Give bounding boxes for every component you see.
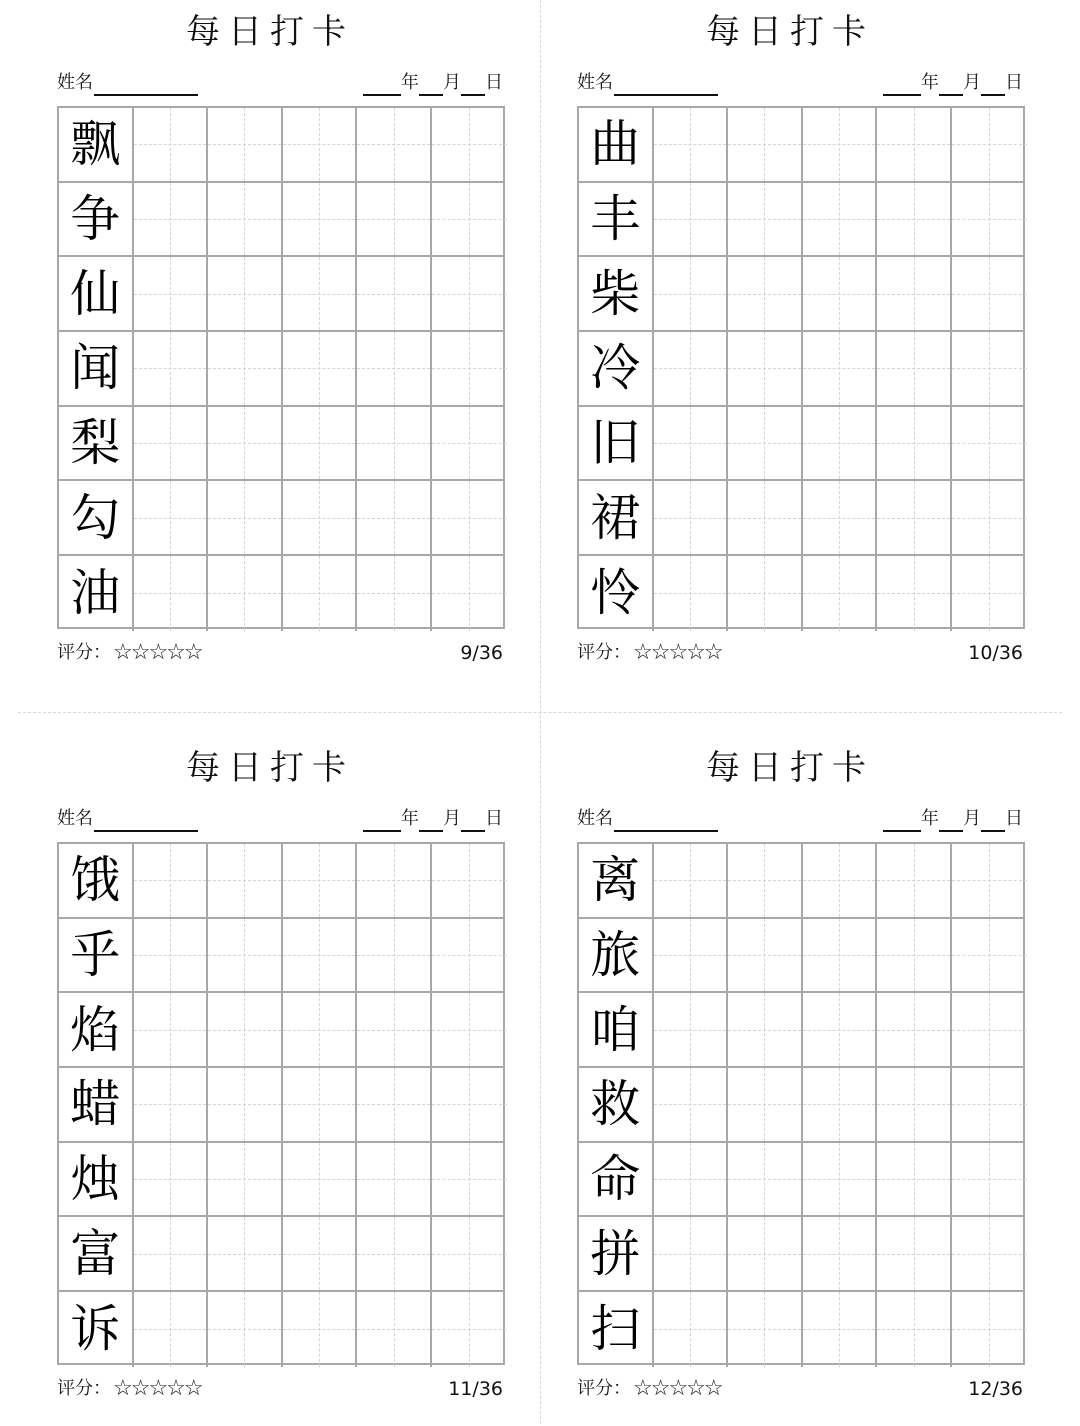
practice-cell[interactable] (952, 1217, 1027, 1290)
model-character: 怜 (590, 564, 641, 623)
practice-cell[interactable] (357, 257, 432, 330)
practice-cell[interactable] (803, 183, 878, 256)
practice-cell[interactable] (952, 257, 1027, 330)
practice-cell[interactable] (283, 993, 358, 1066)
model-character: 离 (590, 851, 641, 910)
practice-cell[interactable] (283, 556, 358, 631)
practice-cell[interactable] (208, 1292, 283, 1367)
day-blank[interactable] (981, 810, 1005, 832)
model-character-cell (59, 993, 134, 1066)
model-character: 曲 (590, 115, 641, 174)
practice-cell[interactable] (654, 844, 729, 917)
model-character: 烛 (70, 1150, 121, 1209)
grid-row (59, 1292, 503, 1367)
practice-cell[interactable] (208, 556, 283, 631)
practice-cell[interactable] (357, 1143, 432, 1216)
name-label: 姓名 (577, 72, 613, 93)
practice-cell[interactable] (803, 1143, 878, 1216)
practice-cell[interactable] (877, 844, 952, 917)
practice-cell[interactable] (134, 1143, 209, 1216)
day-label: 日 (485, 808, 503, 829)
practice-cell[interactable] (654, 1217, 729, 1290)
writing-grid (57, 842, 505, 1365)
practice-cell[interactable] (134, 257, 209, 330)
practice-cell[interactable] (803, 407, 878, 480)
name-label: 姓名 (57, 808, 93, 829)
page-number: 12/36 (968, 1378, 1023, 1400)
grid-row (59, 919, 503, 994)
grid-row (579, 1143, 1023, 1218)
practice-cell[interactable] (208, 993, 283, 1066)
practice-cell[interactable] (654, 183, 729, 256)
practice-cell[interactable] (432, 556, 507, 631)
page-number: 10/36 (968, 642, 1023, 664)
practice-cell[interactable] (208, 1217, 283, 1290)
practice-cell[interactable] (728, 844, 803, 917)
model-character: 焰 (70, 1000, 121, 1059)
practice-cell[interactable] (283, 844, 358, 917)
rating-stars-icon[interactable]: ☆☆☆☆☆ (633, 640, 722, 665)
grid-row (59, 407, 503, 482)
practice-cell[interactable] (208, 183, 283, 256)
practice-cell[interactable] (432, 1143, 507, 1216)
practice-cell[interactable] (208, 407, 283, 480)
model-character-cell (59, 1143, 134, 1216)
practice-cell[interactable] (208, 481, 283, 554)
practice-cell[interactable] (877, 993, 952, 1066)
date-field (883, 806, 1023, 832)
model-character-cell (579, 1143, 654, 1216)
name-label: 姓名 (577, 808, 613, 829)
practice-cell[interactable] (283, 481, 358, 554)
model-character-cell (59, 332, 134, 405)
score-label: 评分： (577, 642, 631, 663)
grid-row (579, 919, 1023, 994)
model-character-cell (59, 407, 134, 480)
practice-cell[interactable] (283, 1292, 358, 1367)
grid-row (59, 108, 503, 183)
practice-cell[interactable] (728, 108, 803, 181)
year-blank[interactable] (363, 810, 401, 832)
practice-cell[interactable] (877, 919, 952, 992)
practice-cell[interactable] (357, 844, 432, 917)
name-field (57, 806, 198, 832)
practice-cell[interactable] (134, 1217, 209, 1290)
practice-cell[interactable] (357, 1068, 432, 1141)
name-field (577, 806, 718, 832)
practice-cell[interactable] (728, 407, 803, 480)
year-label: 年 (401, 72, 419, 93)
month-label: 月 (963, 808, 981, 829)
date-field (883, 70, 1023, 96)
practice-cell[interactable] (283, 407, 358, 480)
practice-cell[interactable] (208, 844, 283, 917)
day-blank[interactable] (461, 810, 485, 832)
name-blank[interactable] (94, 74, 198, 96)
practice-cell[interactable] (877, 257, 952, 330)
practice-cell[interactable] (952, 407, 1027, 480)
model-character-cell (59, 1068, 134, 1141)
month-blank[interactable] (939, 74, 963, 96)
model-character-cell (579, 183, 654, 256)
model-character: 飘 (70, 115, 121, 174)
writing-grid (577, 106, 1025, 629)
practice-cell[interactable] (208, 1068, 283, 1141)
practice-cell[interactable] (877, 332, 952, 405)
practice-cell[interactable] (728, 183, 803, 256)
model-character: 命 (590, 1150, 641, 1209)
practice-cell[interactable] (803, 1292, 878, 1367)
rating-stars-icon[interactable]: ☆☆☆☆☆ (633, 1376, 722, 1401)
practice-cell[interactable] (432, 407, 507, 480)
model-character-cell (579, 108, 654, 181)
practice-cell[interactable] (134, 108, 209, 181)
model-character: 旧 (590, 414, 641, 473)
model-character-cell (59, 1217, 134, 1290)
grid-row (59, 1217, 503, 1292)
rating-stars-icon[interactable]: ☆☆☆☆☆ (113, 1376, 202, 1401)
model-character: 饿 (70, 851, 121, 910)
practice-cell[interactable] (728, 1143, 803, 1216)
practice-cell[interactable] (208, 332, 283, 405)
model-character-cell (59, 844, 134, 917)
year-blank[interactable] (363, 74, 401, 96)
grid-row (579, 844, 1023, 919)
practice-cell[interactable] (283, 257, 358, 330)
year-label: 年 (401, 808, 419, 829)
practice-cell[interactable] (877, 481, 952, 554)
practice-cell[interactable] (432, 844, 507, 917)
month-label: 月 (963, 72, 981, 93)
practice-cell[interactable] (952, 183, 1027, 256)
model-character-cell (579, 1292, 654, 1367)
practice-cell[interactable] (952, 919, 1027, 992)
month-blank[interactable] (419, 74, 443, 96)
practice-cell[interactable] (357, 332, 432, 405)
model-character: 油 (70, 564, 121, 623)
horizontal-cut-line (18, 712, 1062, 713)
practice-cell[interactable] (952, 1068, 1027, 1141)
sheet-title: 每日打卡 (706, 748, 874, 788)
practice-cell[interactable] (654, 481, 729, 554)
practice-cell[interactable] (208, 1143, 283, 1216)
grid-row (59, 1068, 503, 1143)
practice-cell[interactable] (654, 1143, 729, 1216)
practice-cell[interactable] (283, 108, 358, 181)
score-field (577, 1376, 722, 1402)
model-character-cell (59, 183, 134, 256)
practice-cell[interactable] (357, 481, 432, 554)
name-blank[interactable] (94, 810, 198, 832)
practice-cell[interactable] (432, 481, 507, 554)
sheet-title: 每日打卡 (706, 12, 874, 52)
model-character: 诉 (70, 1300, 121, 1359)
practice-cell[interactable] (952, 993, 1027, 1066)
practice-cell[interactable] (208, 257, 283, 330)
grid-row (579, 108, 1023, 183)
grid-row (59, 257, 503, 332)
practice-cell[interactable] (134, 183, 209, 256)
grid-row (59, 481, 503, 556)
month-label: 月 (443, 72, 461, 93)
practice-cell[interactable] (357, 407, 432, 480)
month-blank[interactable] (419, 810, 443, 832)
practice-cell[interactable] (357, 1217, 432, 1290)
writing-grid (57, 106, 505, 629)
model-character: 梨 (70, 414, 121, 473)
model-character-cell (59, 108, 134, 181)
grid-row (59, 844, 503, 919)
model-character-cell (579, 919, 654, 992)
model-character: 冷 (590, 339, 641, 398)
model-character-cell (579, 993, 654, 1066)
practice-cell[interactable] (728, 556, 803, 631)
grid-row (59, 183, 503, 258)
practice-cell[interactable] (654, 108, 729, 181)
model-character-cell (579, 1068, 654, 1141)
day-blank[interactable] (461, 74, 485, 96)
month-label: 月 (443, 808, 461, 829)
score-label: 评分： (577, 1378, 631, 1399)
practice-sheet-2 (555, 0, 1025, 690)
practice-cell[interactable] (803, 919, 878, 992)
model-character-cell (579, 407, 654, 480)
model-character-cell (579, 481, 654, 554)
practice-cell[interactable] (654, 1292, 729, 1367)
practice-cell[interactable] (432, 183, 507, 256)
name-field (577, 70, 718, 96)
practice-cell[interactable] (283, 1068, 358, 1141)
grid-row (579, 556, 1023, 631)
model-character: 乎 (70, 926, 121, 985)
practice-cell[interactable] (728, 1068, 803, 1141)
practice-cell[interactable] (283, 1143, 358, 1216)
practice-cell[interactable] (803, 257, 878, 330)
practice-cell[interactable] (134, 407, 209, 480)
model-character: 拼 (590, 1224, 641, 1283)
date-field (363, 70, 503, 96)
year-blank[interactable] (883, 74, 921, 96)
practice-sheet-1 (35, 0, 505, 690)
grid-row (579, 183, 1023, 258)
practice-cell[interactable] (357, 108, 432, 181)
practice-cell[interactable] (654, 556, 729, 631)
practice-cell[interactable] (654, 332, 729, 405)
day-label: 日 (485, 72, 503, 93)
model-character: 扫 (590, 1300, 641, 1359)
practice-cell[interactable] (134, 332, 209, 405)
score-label: 评分： (57, 642, 111, 663)
model-character: 裙 (590, 488, 641, 547)
practice-cell[interactable] (803, 844, 878, 917)
practice-cell[interactable] (283, 1217, 358, 1290)
model-character: 闻 (70, 339, 121, 398)
practice-cell[interactable] (357, 1292, 432, 1367)
practice-cell[interactable] (283, 183, 358, 256)
practice-cell[interactable] (803, 993, 878, 1066)
model-character-cell (579, 1217, 654, 1290)
practice-cell[interactable] (952, 108, 1027, 181)
practice-cell[interactable] (654, 257, 729, 330)
year-label: 年 (921, 808, 939, 829)
practice-cell[interactable] (654, 1068, 729, 1141)
practice-cell[interactable] (432, 1217, 507, 1290)
practice-cell[interactable] (877, 407, 952, 480)
day-label: 日 (1005, 72, 1023, 93)
practice-cell[interactable] (357, 993, 432, 1066)
practice-cell[interactable] (952, 844, 1027, 917)
practice-cell[interactable] (952, 1292, 1027, 1367)
practice-cell[interactable] (432, 993, 507, 1066)
practice-cell[interactable] (877, 556, 952, 631)
practice-cell[interactable] (134, 481, 209, 554)
practice-cell[interactable] (283, 919, 358, 992)
model-character: 勾 (70, 488, 121, 547)
model-character-cell (59, 481, 134, 554)
practice-sheet-3 (35, 736, 505, 1426)
model-character-cell (59, 556, 134, 631)
model-character: 旅 (590, 926, 641, 985)
practice-cell[interactable] (803, 1068, 878, 1141)
practice-cell[interactable] (208, 108, 283, 181)
model-character-cell (59, 919, 134, 992)
practice-cell[interactable] (728, 1217, 803, 1290)
grid-row (579, 257, 1023, 332)
practice-cell[interactable] (432, 1068, 507, 1141)
grid-row (59, 993, 503, 1068)
practice-cell[interactable] (134, 1068, 209, 1141)
model-character-cell (59, 257, 134, 330)
practice-cell[interactable] (803, 1217, 878, 1290)
model-character-cell (579, 556, 654, 631)
rating-stars-icon[interactable]: ☆☆☆☆☆ (113, 640, 202, 665)
practice-cell[interactable] (134, 1292, 209, 1367)
sheet-title: 每日打卡 (186, 748, 354, 788)
practice-cell[interactable] (432, 108, 507, 181)
practice-cell[interactable] (877, 1143, 952, 1216)
model-character-cell (579, 844, 654, 917)
name-blank[interactable] (614, 810, 718, 832)
page-number: 11/36 (448, 1378, 503, 1400)
practice-cell[interactable] (432, 332, 507, 405)
practice-cell[interactable] (877, 183, 952, 256)
name-field (57, 70, 198, 96)
practice-cell[interactable] (728, 1292, 803, 1367)
practice-cell[interactable] (654, 993, 729, 1066)
practice-cell[interactable] (877, 1217, 952, 1290)
score-field (57, 1376, 202, 1402)
grid-row (59, 556, 503, 631)
grid-row (579, 332, 1023, 407)
practice-cell[interactable] (432, 919, 507, 992)
practice-cell[interactable] (432, 257, 507, 330)
model-character-cell (579, 257, 654, 330)
grid-row (579, 993, 1023, 1068)
grid-row (59, 1143, 503, 1218)
date-field (363, 806, 503, 832)
model-character: 仙 (70, 264, 121, 323)
model-character: 咱 (590, 1000, 641, 1059)
model-character: 柴 (590, 264, 641, 323)
practice-cell[interactable] (134, 919, 209, 992)
score-label: 评分： (57, 1378, 111, 1399)
name-blank[interactable] (614, 74, 718, 96)
practice-cell[interactable] (803, 108, 878, 181)
practice-cell[interactable] (134, 993, 209, 1066)
practice-cell[interactable] (357, 556, 432, 631)
day-blank[interactable] (981, 74, 1005, 96)
score-field (57, 640, 202, 666)
grid-row (59, 332, 503, 407)
practice-cell[interactable] (728, 993, 803, 1066)
grid-row (579, 1292, 1023, 1367)
grid-row (579, 1068, 1023, 1143)
model-character: 富 (70, 1224, 121, 1283)
practice-cell[interactable] (803, 481, 878, 554)
name-label: 姓名 (57, 72, 93, 93)
practice-cell[interactable] (877, 108, 952, 181)
practice-cell[interactable] (728, 257, 803, 330)
grid-row (579, 407, 1023, 482)
practice-cell[interactable] (877, 1292, 952, 1367)
practice-cell[interactable] (803, 332, 878, 405)
year-blank[interactable] (883, 810, 921, 832)
practice-cell[interactable] (654, 407, 729, 480)
model-character: 争 (70, 190, 121, 249)
practice-cell[interactable] (208, 919, 283, 992)
practice-cell[interactable] (728, 332, 803, 405)
grid-row (579, 481, 1023, 556)
practice-cell[interactable] (728, 481, 803, 554)
grid-row (579, 1217, 1023, 1292)
practice-cell[interactable] (432, 1292, 507, 1367)
practice-cell[interactable] (728, 919, 803, 992)
practice-cell[interactable] (952, 556, 1027, 631)
model-character: 丰 (590, 190, 641, 249)
model-character: 蜡 (70, 1075, 121, 1134)
model-character-cell (59, 1292, 134, 1367)
page-number: 9/36 (460, 642, 503, 664)
practice-cell[interactable] (654, 919, 729, 992)
practice-cell[interactable] (357, 183, 432, 256)
practice-cell[interactable] (952, 481, 1027, 554)
practice-cell[interactable] (134, 556, 209, 631)
practice-sheet-4 (555, 736, 1025, 1426)
practice-cell[interactable] (952, 332, 1027, 405)
score-field (577, 640, 722, 666)
year-label: 年 (921, 72, 939, 93)
practice-cell[interactable] (803, 556, 878, 631)
model-character-cell (579, 332, 654, 405)
day-label: 日 (1005, 808, 1023, 829)
practice-cell[interactable] (357, 919, 432, 992)
practice-cell[interactable] (283, 332, 358, 405)
practice-cell[interactable] (952, 1143, 1027, 1216)
model-character: 救 (590, 1075, 641, 1134)
practice-cell[interactable] (134, 844, 209, 917)
practice-cell[interactable] (877, 1068, 952, 1141)
writing-grid (577, 842, 1025, 1365)
month-blank[interactable] (939, 810, 963, 832)
sheet-title: 每日打卡 (186, 12, 354, 52)
